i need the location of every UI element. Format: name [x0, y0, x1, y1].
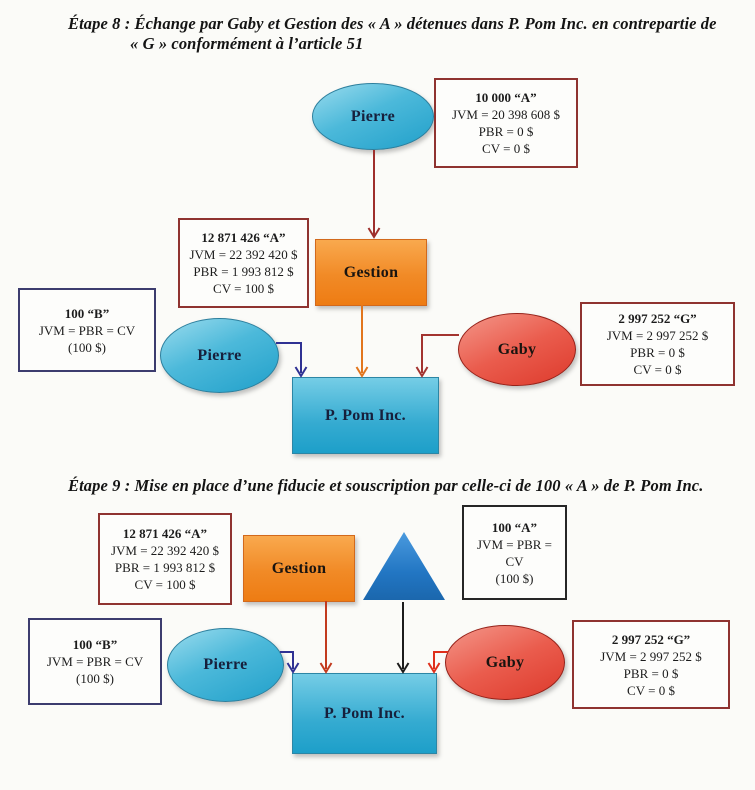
step9-title-line: Étape 9 : Mise en place d’une fiducie et souscription par celle-ci de 100 « A » de P. Pom Inc. — [68, 476, 704, 495]
shares-box-title: 12 871 426 “A” — [122, 526, 208, 541]
shares-box-2997252G-step8 — [580, 302, 735, 386]
shares-box-line: CV = 100 $ — [134, 577, 196, 592]
shares-box-100B-step8 — [18, 288, 156, 372]
step8-title-line1: Étape 8 : Échange par Gaby et Gestion des « A » détenues dans P. Pom Inc. en contrepartie de — [68, 14, 717, 33]
shares-box-line: CV = 0 $ — [633, 362, 682, 377]
shares-box-12871426A-step9 — [98, 513, 232, 605]
shares-box-line: JVM = 20 398 608 $ — [451, 107, 561, 122]
node-pierre-label: Pierre — [203, 656, 248, 673]
step8-title-line2: « G » conformément à l’article 51 — [130, 34, 364, 53]
shares-box-line: JVM = 22 392 420 $ — [189, 247, 298, 262]
node-gaby-step9 — [445, 625, 565, 700]
arrow-pierre-to-ppom-step8 — [276, 343, 307, 376]
arrow-gestion-to-ppom-step9 — [321, 601, 332, 672]
node-fiducie-triangle — [363, 532, 445, 600]
shares-box-title: 100 “B” — [64, 305, 110, 321]
shares-box-line: CV = 0 $ — [482, 141, 530, 156]
shares-box-100A-step9 — [462, 505, 567, 600]
shares-box-title: 10 000 “A” — [475, 90, 537, 105]
arrow-gestion-to-ppom-step8 — [357, 305, 368, 376]
shares-box-line: JVM = 22 392 420 $ — [110, 543, 220, 558]
shares-box-line: PBR = 0 $ — [630, 345, 685, 360]
node-gaby-label: Gaby — [485, 653, 525, 671]
arrow-gaby-to-ppom-step8 — [417, 335, 460, 376]
shares-box-title: 2 997 252 “G” — [618, 311, 697, 326]
node-gaby-label: Gaby — [497, 340, 537, 358]
shares-box-title: 12 871 426 “A” — [201, 230, 286, 245]
arrow-fiducie-to-ppom-step9 — [398, 602, 409, 672]
shares-box-line: PBR = 0 $ — [623, 665, 679, 681]
shares-box-line: CV = 100 $ — [213, 281, 274, 296]
shares-box-title: 100 “B” — [72, 637, 118, 652]
shares-box-line: JVM = PBR = CV — [46, 654, 144, 669]
node-gestion-label: Gestion — [271, 559, 327, 577]
shares-box-line: PBR = 1 993 812 $ — [193, 264, 294, 279]
node-ppom-label: P. Pom Inc. — [324, 704, 405, 722]
node-pierre-top — [312, 83, 434, 150]
shares-box-title: 2 997 252 “G” — [611, 631, 691, 647]
node-gestion-step8 — [315, 239, 427, 306]
node-ppom-label: P. Pom Inc. — [325, 406, 406, 424]
shares-box-10000A — [434, 78, 578, 168]
node-gestion-step9 — [243, 535, 355, 602]
step9-title — [68, 476, 703, 496]
node-pierre-top-label: Pierre — [350, 107, 396, 125]
node-pierre-left-label: Pierre — [197, 346, 242, 364]
arrow-pierre-to-gestion — [369, 150, 380, 237]
shares-box-title: 100 “A” — [491, 519, 538, 535]
shares-box-2997252G-step9 — [572, 620, 730, 709]
shares-box-line: JVM = 2 997 252 $ — [600, 648, 702, 664]
shares-box-line: JVM = 2 997 252 $ — [606, 328, 709, 343]
shares-box-line: JVM = PBR = CV — [477, 536, 552, 569]
step8-title — [68, 14, 718, 54]
shares-box-line: PBR = 0 $ — [478, 124, 534, 139]
shares-box-line: (100 $) — [76, 671, 114, 686]
shares-box-line: CV = 0 $ — [627, 682, 675, 698]
node-pierre-step9 — [167, 628, 284, 702]
node-ppom-step9 — [292, 673, 437, 754]
shares-box-line: PBR = 1 993 812 $ — [114, 560, 216, 575]
node-ppom-step8 — [292, 377, 439, 454]
node-gaby-step8 — [458, 313, 576, 386]
shares-box-12871426A-step8 — [178, 218, 309, 308]
node-gestion-label: Gestion — [343, 263, 399, 281]
node-pierre-left — [160, 318, 279, 393]
shares-box-line: JVM = PBR = CV — [38, 322, 136, 338]
shares-box-100B-step9 — [28, 618, 162, 705]
shares-box-line: (100 $) — [495, 570, 534, 586]
shares-box-line: (100 $) — [68, 339, 106, 355]
